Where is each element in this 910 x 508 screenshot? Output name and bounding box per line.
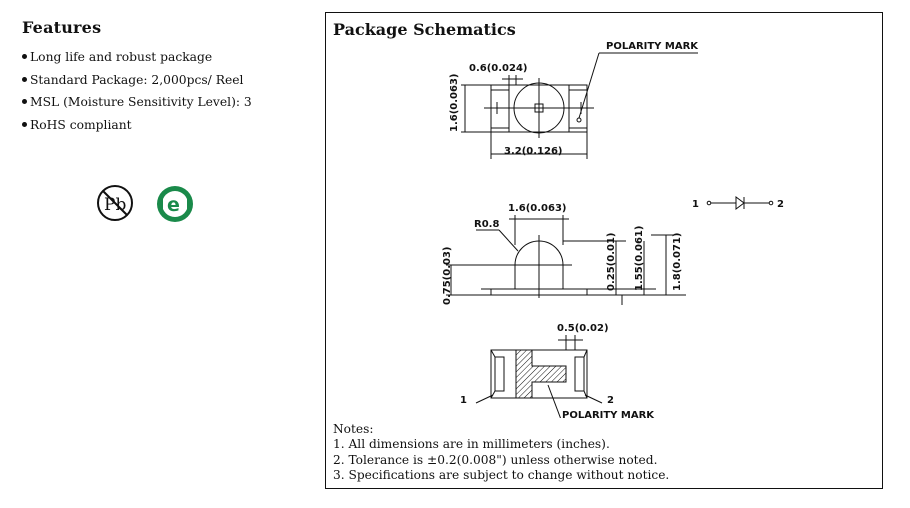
feature-item: MSL (Moisture Sensitivity Level): 3 [22,91,312,114]
note-item: 2. Tolerance is ±0.2(0.008") unless otherwise noted. [333,452,658,467]
side-base-dim: 0.75(0.03) [442,246,453,305]
package-schematics-panel [325,12,883,489]
bottom-pin1: 1 [460,395,467,406]
top-width-dim: 0.6(0.024) [469,63,528,74]
side-dim-c: 1.8(0.071) [672,232,683,291]
top-height-dim: 1.6(0.063) [449,73,460,132]
diode-symbol [707,197,773,209]
bottom-view [476,335,648,418]
svg-text:Pb: Pb [104,195,127,215]
bullet-icon [22,54,27,59]
bottom-pad-dim: 0.5(0.02) [557,323,609,334]
feature-item: Standard Package: 2,000pcs/ Reel [22,69,312,92]
side-radius-label: R0.8 [474,219,500,230]
bullet-icon [22,122,27,127]
schematic-drawing [326,13,882,418]
features-list [22,46,312,136]
top-polarity-label: POLARITY MARK [606,41,699,52]
bottom-polarity-label: POLARITY MARK [562,410,655,418]
features-title: Features [22,18,102,37]
top-length-dim: 3.2(0.126) [504,146,563,157]
bottom-pin2: 2 [607,395,614,406]
compliance-logos [95,183,205,227]
pb-free-icon [98,186,132,220]
schematics-title: Package Schematics [333,20,516,39]
notes-block [333,422,669,484]
side-lens-dim: 1.6(0.063) [508,203,567,214]
features-section [22,18,312,136]
notes-heading: Notes: [333,422,374,436]
feature-item: RoHS compliant [22,114,312,137]
circuit-pin1: 1 [692,199,699,210]
rohs-recycle-icon [157,186,193,222]
circuit-pin2: 2 [777,199,784,210]
note-item: 3. Specifications are subject to change without notice. [333,468,670,483]
feature-item: Long life and robust package [22,46,312,69]
note-item: 1. All dimensions are in millimeters (inches). [333,437,610,452]
side-dim-a: 0.25(0.01) [606,232,617,291]
svg-text:e: e [167,194,180,216]
bullet-icon [22,77,27,82]
bullet-icon [22,99,27,104]
side-dim-b: 1.55(0.061) [634,225,645,291]
